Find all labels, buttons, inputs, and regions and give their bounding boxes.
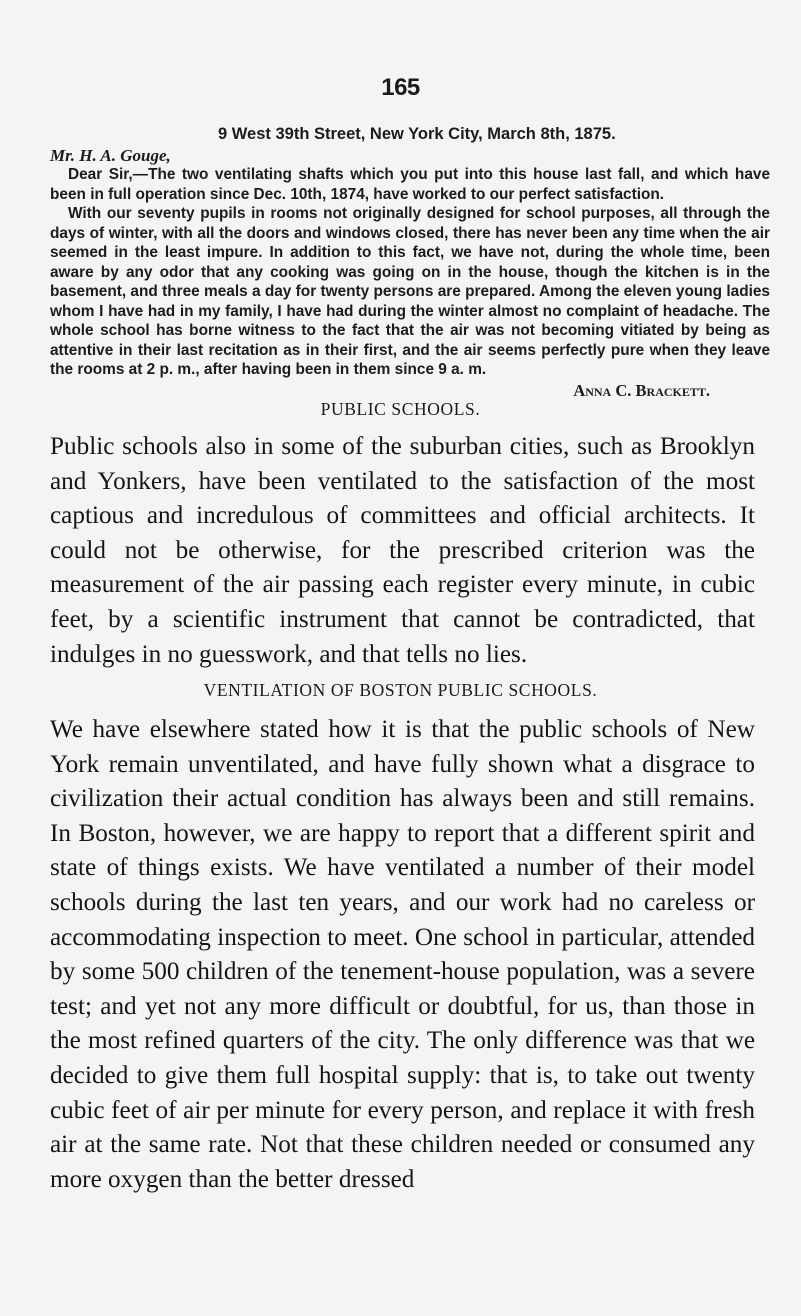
section-body-boston-schools [50,713,755,1197]
letter-recipient: Mr. H. A. Gouge, [50,145,171,165]
section-paragraph: We have elsewhere stated how it is that the public schools of New York remain unventilated, and have fully shown what a disgrace to civilization their actual condition has always been and still remains. In Boston, however, we are happy to report that a different spirit and state of things exists. We have ventilated a number of their model schools during the last ten years, and our work had no careless or accommodating inspection to meet. One school in particular, attended by some 500 children of the tenement-house population, was a severe test; and yet not any more difficult or doubtful, for us, than those in the most refined quarters of the city. The only difference was that we decided to give them full hospital supply: that is, to take out twenty cubic feet of air per minute for every person, and replace it with fresh air at the same rate. Not that these children needed or consumed any more oxygen than the better dressed [50,716,755,1193]
section-heading-public-schools: PUBLIC SCHOOLS. [320,399,481,419]
section-paragraph: Public schools also in some of the suburban cities, such as Brooklyn and Yonkers, have been ventilated to the satisfaction of the most captious and incredulous of committees and official architects. It could not be otherwise, for the prescribed criterion was the measurement of the air passing each register every minute, in cubic feet, by a scientific instrument that cannot be contradicted, that indulges in no guesswork, and that tells no lies. [50,433,755,668]
page-number: 165 [381,74,420,101]
section-heading-boston-schools: VENTILATION OF BOSTON PUBLIC SCHOOLS. [203,680,598,700]
letter-signature: Anna C. Brackett. [573,380,710,400]
letter-paragraph-1: Dear Sir,—The two ventilating shafts which you put into this house last fall, and which have been in full operation since Dec. 10th, 1874, have worked to our perfect satisfaction. [50,166,770,203]
letter-dateline: 9 West 39th Street, New York City, March 8th, 1875. [218,125,616,143]
section-body-public-schools [50,430,755,672]
letter-paragraph-2: With our seventy pupils in rooms not originally designed for school purposes, all through the days of winter, with all the doors and windows closed, there has never been any time when the air seemed in the least impure. In addition to this fact, we have not, during the whole time, been aware by any odor that any cooking was going on in the house, though the kitchen is in the basement, and three meals a day for twenty persons are prepared. Among the eleven young ladies whom I have had in my family, I have had during the winter almost no complaint of headache. The whole school has borne witness to the fact that the air was not becoming vitiated by being as attentive in their last recitation as in their first, and the air seems perfectly pure when they leave the rooms at 2 p. m., after having been in them since 9 a. m. [50,205,770,378]
testimonial-letter [50,125,770,400]
